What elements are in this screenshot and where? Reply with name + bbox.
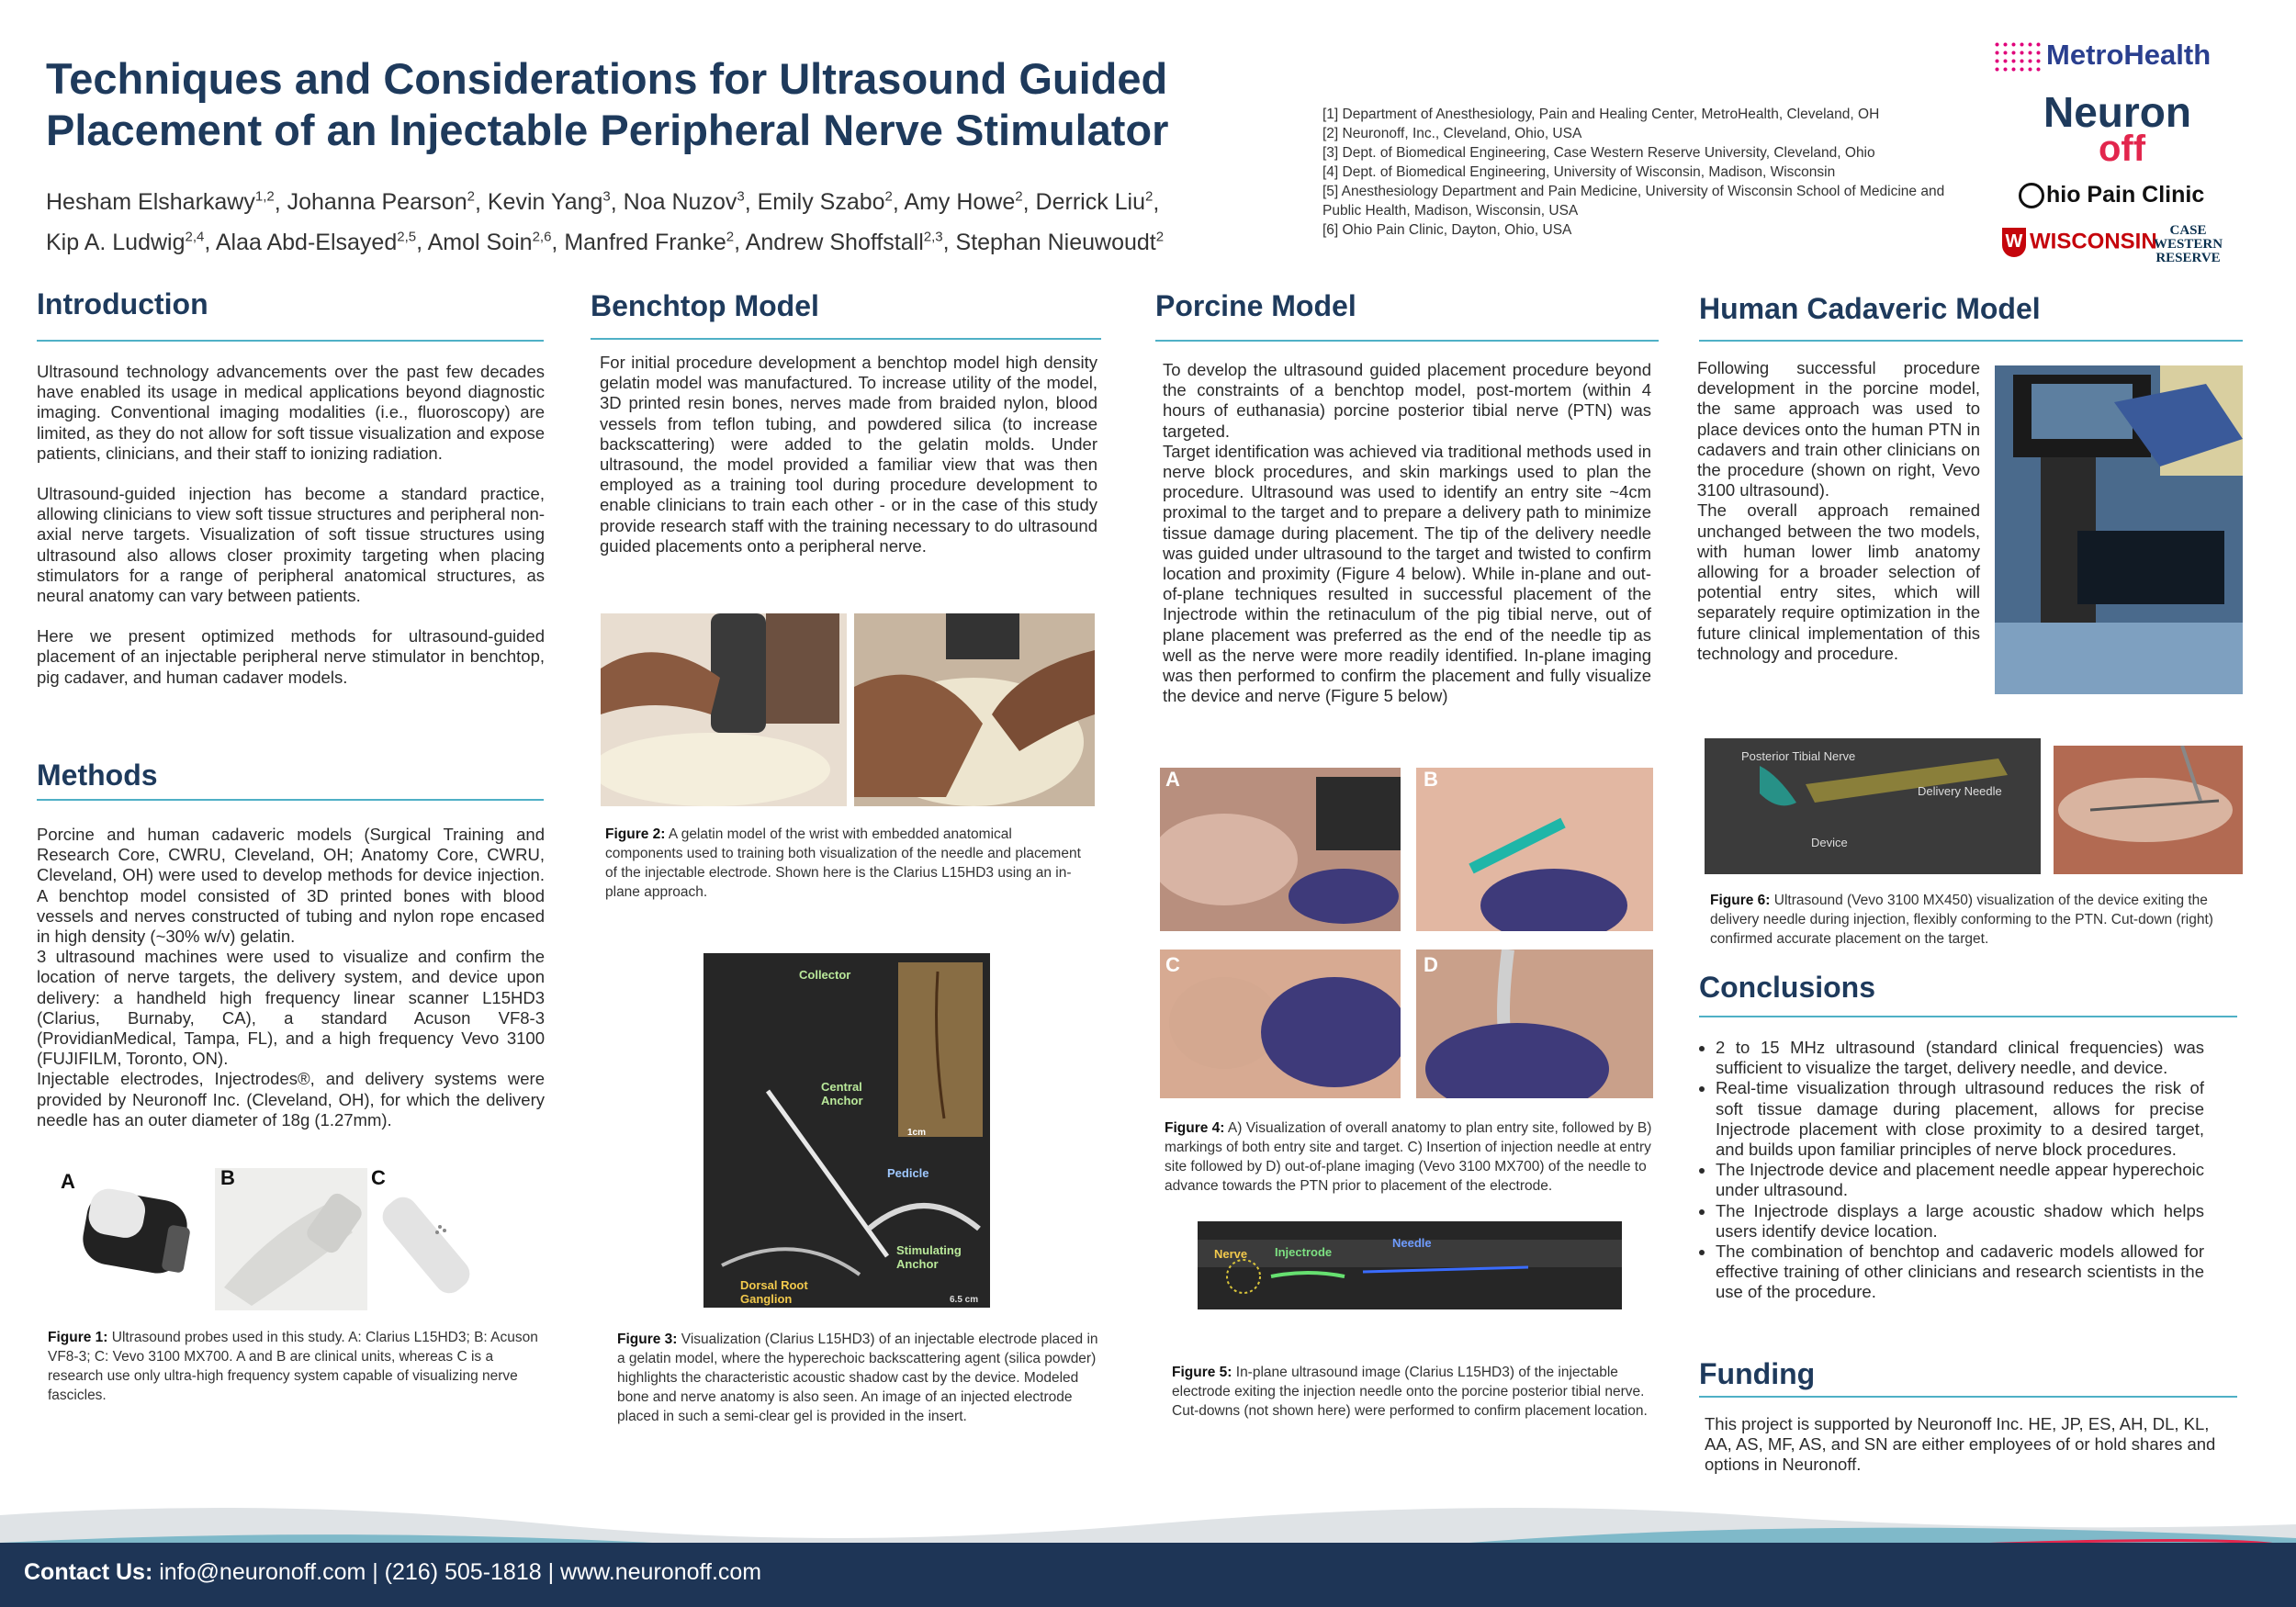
introduction-heading: Introduction: [37, 287, 208, 320]
conclusion-item: • 2 to 15 MHz ultrasound (standard clinical frequencies) was sufficient to visualize the target, delivery needle, and device.: [1716, 1038, 2204, 1078]
conclusion-item: • Real-time visualization through ultrasound reduces the risk of soft tissue damage during placement, allows for precise Injectrode placement with close proximity to a desired target, and builds upon familiar principles of nerve block procedures.: [1716, 1078, 2204, 1160]
ohio-pain-clinic-logo: hio Pain Clinic: [2019, 182, 2204, 208]
fig3-collector-label: Collector: [799, 968, 851, 982]
author-name: Andrew Shoffstall$^{2,3}$: [745, 229, 943, 255]
fig4-label-b: B: [1424, 768, 1438, 791]
title-line-2: Placement of an Injectable Peripheral Nerve Stimulator: [46, 106, 1169, 154]
affiliations: [1322, 105, 1947, 240]
ohio-o-icon: [2019, 183, 2044, 208]
author-name: Kevin Yang$^3$: [487, 189, 611, 216]
introduction-rule: [37, 340, 544, 342]
title-line-1: Techniques and Considerations for Ultrasound Guided: [46, 54, 1168, 103]
author-list: Hesham Elsharkawy$^{1,2}$, Johanna Pearson$^2$, Kevin Yang$^3$, Noa Nuzov$^3$, Emily Szabo$^2$, Amy Howe$^2$, Derrick Liu$^2$, Kip A. Ludwig$^{2,4}$, Alaa Abd-Elsayed$^{2,5}$, Amol Soin$^{2,6}$, Manfred Franke$^2$, Andrew Shoffstall$^{2,3}$, Stephan Nieuwoudt$^2$: [46, 189, 1165, 255]
metrohealth-dots-icon: [1993, 40, 2041, 73]
methods-heading: Methods: [37, 759, 158, 792]
conclusion-item: • The combination of benchtop and cadaveric models allowed for effective training of other clinicians and research scientists in the use of the procedure.: [1716, 1242, 2204, 1303]
fig3-drg-label: Dorsal Root Ganglion: [740, 1278, 808, 1306]
probe-a-image: [57, 1168, 213, 1304]
affiliation-line: [1] Department of Anesthesiology, Pain and Healing Center, MetroHealth, Cleveland, OH: [1322, 107, 1880, 122]
author-name: Amy Howe$^2$: [904, 189, 1023, 216]
methods-rule: [37, 799, 544, 801]
benchtop-heading: Benchtop Model: [591, 289, 819, 322]
figure-3-ultrasound: [703, 953, 990, 1308]
conclusion-item: • The Injectrode device and placement needle appear hyperechoic under ultrasound.: [1716, 1160, 2204, 1200]
affiliation-line: [2] Neuronoff, Inc., Cleveland, Ohio, USA: [1322, 126, 1582, 141]
figure-2-caption: Figure 2: A gelatin model of the wrist with embedded anatomical components used to training both visualization of the needle and placement of the injectable electrode. Shown here is the Clarius L15HD3 using an in-plane approach.: [605, 826, 1081, 900]
funding-heading: Funding: [1699, 1357, 1816, 1390]
figure-5-ultrasound: [1198, 1221, 1622, 1309]
figure-4-caption: Figure 4: A) Visualization of overall anatomy to plan entry site, followed by B) markings of both entry site and target. C) Insertion of injection needle at entry site followed by D) out-of-plane imaging (Vevo 3100 MX700) of the needle to advance towards the PTN prior to placement of the electrode.: [1165, 1120, 1652, 1194]
affiliation-line: [5] Anesthesiology Department and Pain Medicine, University of Wisconsin School of Medicine and Public Health, Madison, Wisconsin, USA: [1322, 184, 1945, 219]
affiliation-line: [3] Dept. of Biomedical Engineering, Case Western Reserve University, Cleveland, Ohio: [1322, 145, 1875, 161]
affiliation-line: [4] Dept. of Biomedical Engineering, University of Wisconsin, Madison, Wisconsin: [1322, 164, 1836, 180]
figure-4a-photo: [1160, 768, 1401, 931]
funding-text: This project is supported by Neuronoff Inc. HE, JP, ES, AH, DL, KL, AA, AS, MF, AS, and SN are either employees of or hold shares and options in Neuronoff.: [1705, 1414, 2216, 1475]
figure-6-cutdown-photo: [2054, 746, 2243, 874]
fig3-depth-label: 6.5 cm: [950, 1295, 979, 1305]
conclusions-list-container: [1697, 1038, 2204, 1303]
benchtop-text: For initial procedure development a benchtop model high density gelatin model was manufactured. To increase utility of the model, 3D printed resin bones, nerves made from braided nylon, blood vessels from teflon tubing, and powdered silica (to increase backscattering) were added to the gelatin molds. Under ultrasound, the model provided a familiar view that was then employed as a training tool during procedure development to enable clinicians to train each other - or in the case of this study provide research staff with the training necessary to do ultrasound guided placements onto a peripheral nerve.: [600, 353, 1097, 556]
human-heading: Human Cadaveric Model: [1699, 292, 2041, 325]
fig5-needle-label: Needle: [1392, 1236, 1432, 1250]
fig6-ptn-label: Posterior Tibial Nerve: [1741, 749, 1856, 763]
human-rule: [1699, 340, 2243, 342]
author-name: Hesham Elsharkawy$^{1,2}$: [46, 189, 275, 216]
author-name: Noa Nuzov$^3$: [623, 189, 745, 216]
metrohealth-logo: MetroHealth: [1993, 39, 2211, 73]
fig1-label-a: A: [61, 1170, 75, 1193]
figure-4c-photo: [1160, 950, 1401, 1098]
porcine-text: To develop the ultrasound guided placement procedure beyond the constraints of a benchtop model, post-mortem (within 4 hours of euthanasia) porcine posterior tibial nerve (PTN) was targeted. Target identification was achieved via traditional methods used in nerve block procedures, and skin markings used to plan the procedure. Ultrasound was used to identify an entry site ~4cm proximal to the target and to prepare a delivery path to minimize tissue damage during placement. The tip of the delivery needle was guided under ultrasound to the target and twisted to confirm location and proximity (Figure 4 below). While in-plane and out-of-plane techniques resulted in successful placement of the Injectrode within the retinaculum of the pig tibial nerve, out of plane placement was preferred as the end of the needle tip as well as the nerve were more readily identified. In-plane imaging was then performed to confirm the placement and fully visualize the device and nerve (Figure 5 below): [1163, 360, 1651, 706]
fig4-label-c: C: [1165, 953, 1180, 976]
benchtop-rule: [591, 338, 1101, 340]
author-name: Alaa Abd-Elsayed$^{2,5}$: [215, 229, 417, 255]
author-name: Kip A. Ludwig$^{2,4}$: [46, 229, 205, 255]
author-name: Amol Soin$^{2,6}$: [427, 229, 552, 255]
porcine-rule: [1155, 340, 1659, 342]
human-cadaver-photo: [1995, 365, 2243, 694]
affiliation-line: [6] Ohio Pain Clinic, Dayton, Ohio, USA: [1322, 222, 1572, 238]
wisconsin-crest-icon: W: [2002, 228, 2026, 257]
fig3-pedicle-label: Pedicle: [887, 1166, 929, 1180]
gelatin-model-photo-1: [601, 613, 847, 806]
fig1-label-b: B: [220, 1168, 235, 1189]
methods-text: Porcine and human cadaveric models (Surgical Training and Research Core, CWRU, Cleveland, OH; Anatomy Core, CWRU, Cleveland, OH) were used to develop methods for device injection. A benchtop model consisted of 3D printed bones with blood vessels and nerves constructed of tubing and nylon rope encased in high density (~30% w/v) gelatin. 3 ultrasound machines were used to visualize and confirm the location of nerve targets, the delivery system, and device upon delivery: a handheld high frequency linear scanner L15HD3 (Clarius, Burnaby, CA), a standard Acuson VF8-3 (ProvidianMedical, Tampa, FL), and a high frequency Vevo 3100 (FUJIFILM, Toronto, ON). Injectable electrodes, Injectrodes®, and delivery systems were provided by Neuronoff Inc. (Cleveland, OH), for which the delivery needle has an outer diameter of 18g (1.27mm).: [37, 825, 545, 1129]
probe-c-image: [371, 1163, 529, 1308]
author-name: Derrick Liu$^2$: [1035, 189, 1154, 216]
figure-6-ultrasound: [1705, 738, 2041, 874]
porcine-heading: Porcine Model: [1155, 289, 1356, 322]
neuronoff-logo: Neuron off: [2043, 88, 2191, 169]
fig1-label-c: C: [371, 1166, 386, 1189]
fig3-stimulating-anchor-label: Stimulating Anchor: [896, 1243, 962, 1271]
figure-4b-photo: [1416, 768, 1653, 931]
gelatin-model-photo-2: [854, 613, 1095, 806]
human-text: Following successful procedure development in the porcine model, the same approach was used to place devices onto the human PTN in cadavers and train other clinicians on the procedure (shown on right, Vevo 3100 ultrasound). The overall approach remained unchanged between the two models, with human lower limb anatomy allowing for a broader selection of potential entry sites, which will separately require optimization in the future clinical implementation of this technology and procedure.: [1697, 358, 1980, 663]
figure-4d-photo: [1416, 950, 1653, 1098]
author-name: Stephan Nieuwoudt$^2$: [955, 229, 1165, 255]
fig3-scale-label: 1cm: [907, 1128, 927, 1138]
funding-rule: [1699, 1396, 2237, 1398]
conclusions-heading: Conclusions: [1699, 971, 1876, 1004]
introduction-text: Ultrasound technology advancements over the past few decades have enabled its usage in medical applications beyond diagnostic imaging. Conventional imaging modalities (i.e., fluoroscopy) are limited, as they do not allow for soft tissue visualization and expose patients, clinicians, and their staff to ionizing radiation. Ultrasound-guided injection has become a standard practice, allowing clinicians to view soft tissue structures and peripheral non-axial nerve targets. Visualization of soft tissue structures using ultrasound also allows closer proximity targeting when placing stimulators for a range of peripheral anatomical structures, as neural anatomy can vary between patients. Here we present optimized methods for ultrasound-guided placement of an injectable peripheral nerve stimulator in benchtop, pig cadaver, and human cadaver models.: [37, 362, 545, 687]
author-name: Manfred Franke$^2$: [564, 229, 735, 255]
contact-info: Contact Us: info@neuronoff.com | (216) 505-1818 | www.neuronoff.com: [24, 1559, 762, 1585]
fig3-central-anchor-label: Central Anchor: [821, 1080, 863, 1107]
conclusions-rule: [1699, 1016, 2237, 1017]
figure-3-caption: Figure 3: Visualization (Clarius L15HD3) of an injectable electrode placed in a gelatin model, where the hyperechoic backscattering agent (silica powder) highlights the characteristic acoustic shadow cast by the device. Modeled bone and nerve anatomy is also seen. An image of an injected electrode placed in such a semi-clear gel is provided in the insert.: [617, 1332, 1098, 1424]
fig4-label-a: A: [1165, 768, 1180, 791]
figure-5-caption: Figure 5: In-plane ultrasound image (Clarius L15HD3) of the injectable electrode exiting the injection needle onto the porcine posterior tibial nerve. Cut-downs (not shown here) were performed to confirm placement location.: [1172, 1365, 1648, 1419]
case-western-logo: CASE WESTERN RESERVE: [2154, 223, 2223, 265]
fig4-label-d: D: [1424, 953, 1438, 976]
author-name: Johanna Pearson$^2$: [287, 189, 475, 216]
fig5-nerve-label: Nerve: [1214, 1247, 1248, 1261]
fig5-injectrode-label: Injectrode: [1275, 1245, 1333, 1259]
conclusions-list: [1697, 1038, 2204, 1303]
logo-area: [1975, 28, 2287, 285]
author-name: Emily Szabo$^2$: [757, 189, 893, 216]
poster-title: [46, 53, 1313, 156]
wisconsin-logo: W WISCONSIN: [2002, 228, 2157, 257]
figure-1-caption: Figure 1: Ultrasound probes used in this study. A: Clarius L15HD3; B: Acuson VF8-3; C: Vevo 3100 MX700. A and B are clinical units, whereas C is a research use only ultra-high frequency system capable of visualizing nerve fascicles.: [48, 1330, 538, 1403]
fig6-needle-label: Delivery Needle: [1918, 784, 2002, 798]
conclusion-item: • The Injectrode displays a large acoustic shadow which helps users identify device location.: [1716, 1201, 2204, 1242]
probe-b-image: [215, 1168, 367, 1310]
figure-6-caption: Figure 6: Ultrasound (Vevo 3100 MX450) visualization of the device exiting the delivery needle during injection, flexibly conforming to the PTN. Cut-down (right) confirmed accurate placement on the target.: [1710, 893, 2213, 947]
fig6-device-label: Device: [1811, 836, 1848, 849]
